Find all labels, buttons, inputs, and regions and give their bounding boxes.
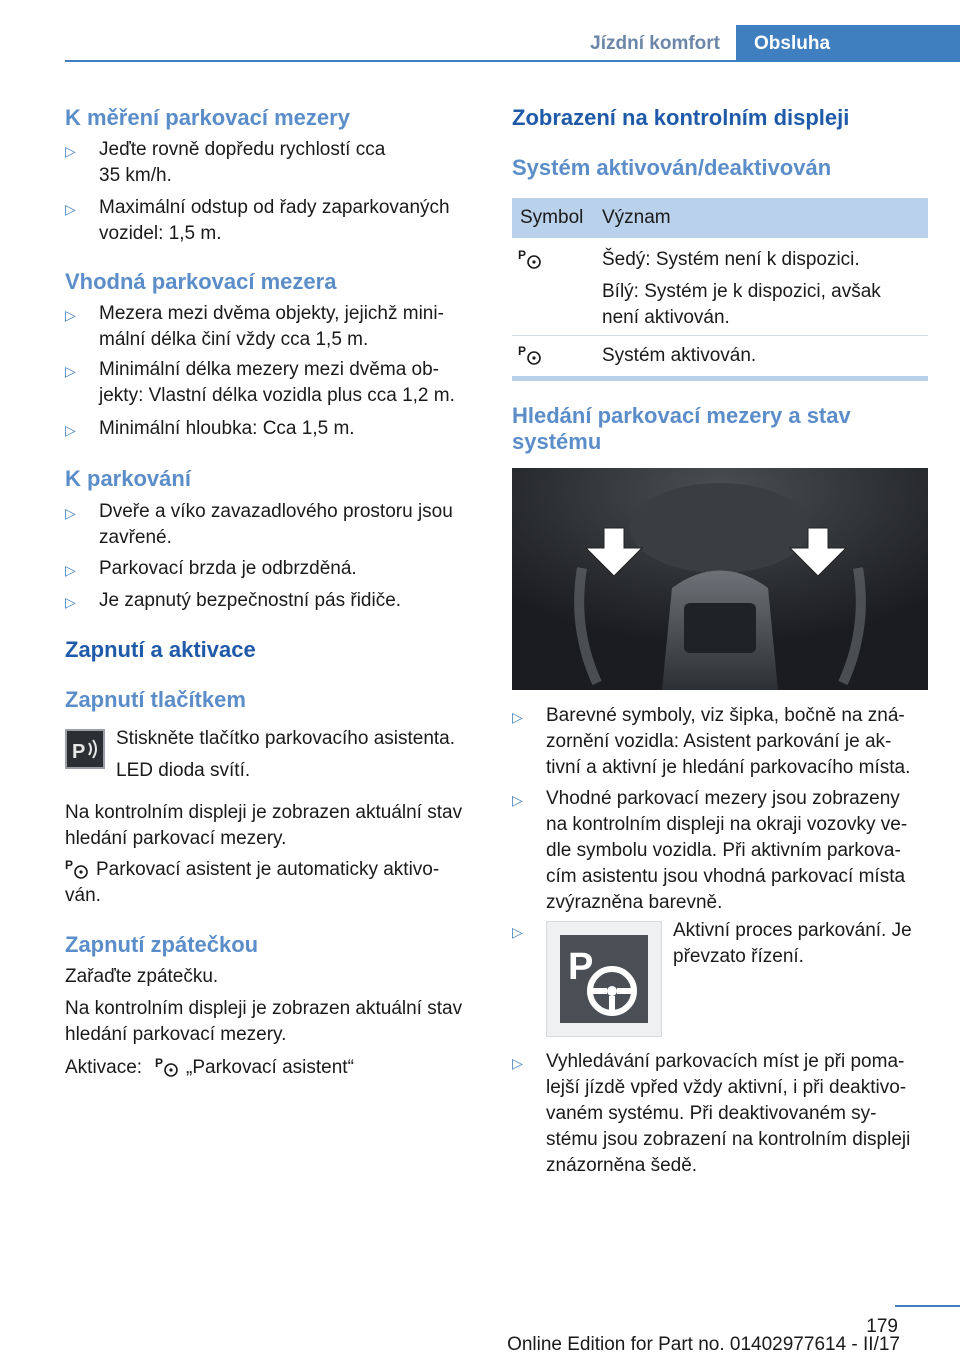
triangle-right-icon: ▷ [512, 1055, 523, 1071]
line: vaném systému. Při deaktivovaném sy‐ [546, 1103, 877, 1124]
text-parkovaci-asistent: „Parkovací asistent“ [186, 1057, 354, 1078]
line: hledání parkovací mezery. [65, 828, 287, 849]
triangle-right-icon: ▷ [65, 422, 76, 438]
line: jekty: Vlastní délka vozidla plus cca 1,2 m. [99, 385, 455, 406]
list-item [65, 416, 485, 443]
list-item [512, 703, 932, 781]
line: tivní a aktivní je hledání parkovacího místa. [546, 757, 911, 778]
table-col-symbol: Symbol [520, 207, 584, 228]
line: převzato řízení. [673, 946, 804, 967]
control-display-image [512, 468, 928, 690]
line: Na kontrolním displeji je zobrazen aktuální stav [65, 998, 463, 1019]
header-tab-jizdni-komfort[interactable]: Jízdní komfort [590, 32, 720, 54]
table-col-vyznam: Význam [602, 207, 671, 228]
heading-zapnuti-zpateckou: Zapnutí zpátečkou [65, 932, 259, 957]
line: Aktivní proces parkování. Je [673, 920, 912, 941]
list-item [65, 301, 485, 353]
line: znázorněna šedě. [546, 1155, 698, 1176]
header-tab-obsluha[interactable]: Obsluha [736, 25, 960, 62]
line: Na kontrolním displeji je zobrazen aktuální stav [65, 802, 463, 823]
list-item [65, 137, 485, 189]
parking-assistant-icon [155, 1056, 183, 1078]
page-number: 179 [866, 1316, 898, 1337]
paragraph [65, 996, 485, 1048]
table-row-divider [512, 335, 928, 336]
triangle-right-icon: ▷ [65, 307, 76, 323]
svg-text:P: P [72, 741, 86, 763]
triangle-right-icon: ▷ [512, 792, 523, 808]
text-zaradte: Zařaďte zpátečku. [65, 966, 219, 987]
triangle-right-icon: ▷ [512, 709, 523, 725]
text-asistent-aktivovan-2: ván. [65, 885, 101, 906]
list-item [65, 357, 485, 409]
table-cell: Systém aktivován. [602, 345, 757, 366]
parking-assistant-icon [65, 858, 93, 880]
line: zavřené. [99, 527, 172, 548]
table-cell: Šedý: Systém není k dispozici. [602, 249, 860, 270]
parking-assistant-icon [518, 248, 546, 270]
triangle-right-icon: ▷ [512, 924, 523, 940]
svg-text:P: P [518, 344, 527, 358]
line: na kontrolním displeji na okraji vozovky ve‐ [546, 814, 908, 835]
line: Bílý: Systém je k dispozici, avšak [602, 281, 881, 302]
header-rule [65, 60, 960, 62]
text-asistent-aktivovan: Parkovací asistent je automaticky aktivo‐ [96, 859, 440, 880]
line: zornění vozidla: Asistent parkování je ak‐ [546, 731, 892, 752]
list-item-marker [512, 918, 546, 945]
line: Jeďte rovně dopředu rychlostí cca [99, 139, 386, 160]
line: Minimální hloubka: Cca 1,5 m. [99, 418, 355, 439]
list-item [65, 588, 485, 615]
line: 35 km/h. [99, 165, 172, 186]
text-aktivace: Aktivace: [65, 1057, 143, 1078]
list-item [512, 1049, 932, 1179]
triangle-right-icon: ▷ [65, 143, 76, 159]
line: Minimální délka mezery mezi dvěma ob‐ [99, 359, 440, 380]
line: Hledání parkovací mezery a stav [512, 403, 851, 428]
heading-vhodna-mezera: Vhodná parkovací mezera [65, 269, 337, 294]
parking-button-icon [65, 729, 105, 769]
line: lejší jízdě vpřed vždy aktivní, i při deaktivo‐ [546, 1077, 907, 1098]
parking-assistant-icon [518, 344, 546, 366]
line: vozidel: 1,5 m. [99, 223, 222, 244]
svg-text:P: P [155, 1056, 164, 1070]
svg-text:P: P [568, 946, 594, 988]
triangle-right-icon: ▷ [65, 594, 76, 610]
footer-rule [895, 1305, 960, 1307]
list-item [65, 195, 485, 247]
svg-text:P: P [518, 248, 527, 262]
line: Vyhledávání parkovacích míst je při poma‐ [546, 1051, 905, 1072]
table-cell [602, 279, 922, 331]
list-item [65, 556, 485, 583]
heading-mereni-mezery: K měření parkovací mezery [65, 105, 350, 130]
active-parking-icon [546, 921, 662, 1037]
line: stému jsou zobrazení na kontrolním displeji [546, 1129, 911, 1150]
heading-hledani-mezery [512, 403, 851, 455]
line: Maximální odstup od řady zaparkovaných [99, 197, 450, 218]
text-aktivni-proces [673, 918, 933, 970]
svg-text:P: P [65, 858, 74, 872]
line: hledání parkovací mezery. [65, 1024, 287, 1045]
text-led: LED dioda svítí. [116, 760, 251, 781]
heading-zapnuti-aktivace: Zapnutí a aktivace [65, 637, 256, 662]
heading-zobrazeni-displej: Zobrazení na kontrolním displeji [512, 105, 850, 130]
line: není aktivován. [602, 307, 730, 328]
line: Je zapnutý bezpečnostní pás řidiče. [99, 590, 402, 611]
line: Barevné symboly, viz šipka, bočně na zná‐ [546, 705, 905, 726]
line: zvýrazněna barevně. [546, 892, 723, 913]
triangle-right-icon: ▷ [65, 201, 76, 217]
line: dle symbolu vozidla. Při aktivním parkova‐ [546, 840, 901, 861]
list-item [512, 786, 932, 916]
line: Dveře a víko zavazadlového prostoru jsou [99, 501, 453, 522]
line: Parkovací brzda je odbrzděná. [99, 558, 357, 579]
triangle-right-icon: ▷ [65, 505, 76, 521]
table-header [512, 198, 928, 238]
list-item [65, 499, 485, 551]
triangle-right-icon: ▷ [65, 562, 76, 578]
paragraph [65, 800, 485, 852]
table-bottom-rule [512, 376, 928, 381]
heading-zapnuti-tlacitkem: Zapnutí tlačítkem [65, 687, 246, 712]
line: Vhodné parkovací mezery jsou zobrazeny [546, 788, 900, 809]
line: Mezera mezi dvěma objekty, jejichž mini‐ [99, 303, 444, 324]
line: systému [512, 429, 602, 454]
heading-system-aktivovan: Systém aktivován/deaktivován [512, 155, 832, 180]
heading-k-parkovani: K parkování [65, 466, 191, 491]
text-stisknete: Stiskněte tlačítko parkovacího asistenta. [116, 728, 456, 749]
line: cím asistentu jsou vhodná parkovací místa [546, 866, 906, 887]
footer-edition: Online Edition for Part no. 01402977614 - II/17 [507, 1334, 900, 1355]
line: mální délka činí vždy cca 1,5 m. [99, 329, 369, 350]
triangle-right-icon: ▷ [65, 363, 76, 379]
